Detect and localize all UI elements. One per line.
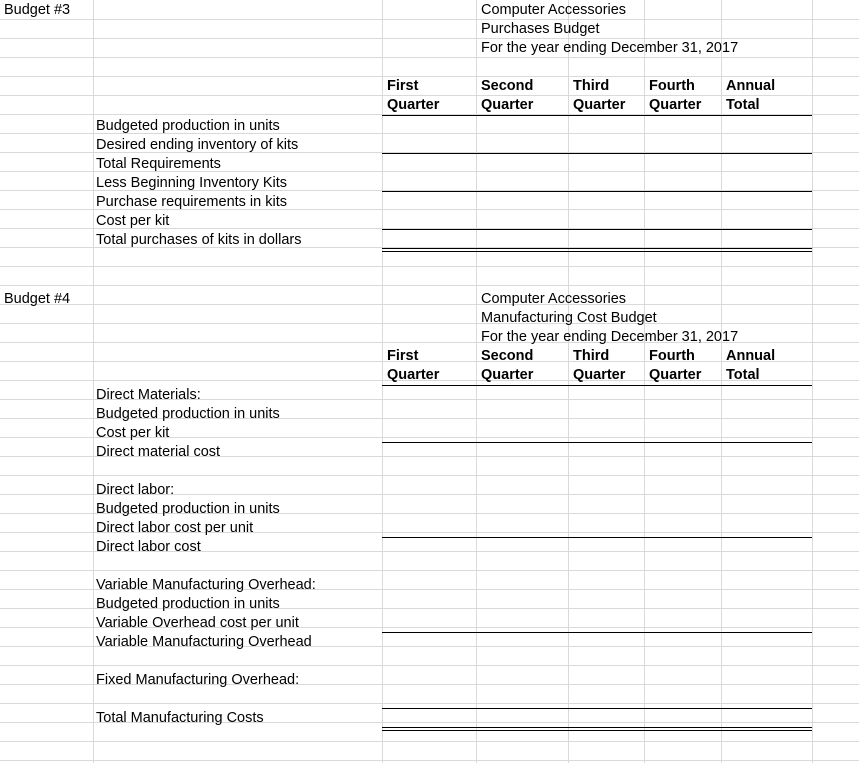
- budget3-header-q3[interactable]: Third: [573, 78, 610, 94]
- budget3-header-q2[interactable]: Quarter: [481, 97, 534, 113]
- budget4-header-q4[interactable]: Quarter: [649, 367, 702, 383]
- budget3-row-label[interactable]: Total Requirements: [96, 156, 221, 172]
- budget4-row-label[interactable]: Direct labor:: [96, 482, 175, 498]
- budget4-row-label[interactable]: Direct material cost: [96, 444, 221, 460]
- budget3-subtotal-line: [382, 191, 812, 192]
- budget3-subtitle[interactable]: Purchases Budget: [481, 21, 600, 37]
- budget4-row-label[interactable]: Direct labor cost: [96, 539, 201, 555]
- budget4-subtotal-line: [382, 632, 812, 633]
- budget4-header-q4[interactable]: Fourth: [649, 348, 695, 364]
- budget4-label[interactable]: Budget #4: [4, 291, 71, 307]
- budget3-subtotal-line: [382, 153, 812, 154]
- budget4-header-annual[interactable]: Total: [726, 367, 760, 383]
- budget3-subtotal-line: [382, 229, 812, 230]
- budget4-header-q2[interactable]: Quarter: [481, 367, 534, 383]
- budget4-row-label[interactable]: Variable Overhead cost per unit: [96, 615, 299, 631]
- budget3-row-label[interactable]: Cost per kit: [96, 213, 170, 229]
- budget4-row-label[interactable]: Budgeted production in units: [96, 406, 280, 422]
- budget3-header-q4[interactable]: Fourth: [649, 78, 695, 94]
- budget3-row-label[interactable]: Budgeted production in units: [96, 118, 280, 134]
- budget4-subtotal-line: [382, 708, 812, 709]
- budget4-header-q2[interactable]: Second: [481, 348, 534, 364]
- budget4-row-label[interactable]: Direct labor cost per unit: [96, 520, 254, 536]
- budget4-subtotal-line: [382, 537, 812, 538]
- budget4-row-label[interactable]: Budgeted production in units: [96, 596, 280, 612]
- budget4-header-q3[interactable]: Third: [573, 348, 610, 364]
- budget4-period[interactable]: For the year ending December 31, 2017: [481, 329, 739, 345]
- budget3-row-label[interactable]: Total purchases of kits in dollars: [96, 232, 302, 248]
- budget3-header-underline: [382, 115, 812, 116]
- budget3-header-q2[interactable]: Second: [481, 78, 534, 94]
- budget3-title[interactable]: Computer Accessories: [481, 2, 627, 18]
- budget3-header-annual[interactable]: Total: [726, 97, 760, 113]
- budget4-row-label[interactable]: Fixed Manufacturing Overhead:: [96, 672, 300, 688]
- budget4-header-q1[interactable]: First: [387, 348, 419, 364]
- budget3-row-label[interactable]: Purchase requirements in kits: [96, 194, 287, 210]
- budget4-header-annual[interactable]: Annual: [726, 348, 776, 364]
- budget4-title[interactable]: Computer Accessories: [481, 291, 627, 307]
- budget4-row-label[interactable]: Direct Materials:: [96, 387, 201, 403]
- budget3-period[interactable]: For the year ending December 31, 2017: [481, 40, 739, 56]
- budget4-header-underline: [382, 385, 812, 386]
- budget4-subtitle[interactable]: Manufacturing Cost Budget: [481, 310, 657, 326]
- budget4-subtotal-line: [382, 442, 812, 443]
- budget4-row-label[interactable]: Total Manufacturing Costs: [96, 710, 264, 726]
- budget4-total-double-line: [382, 727, 812, 731]
- budget3-header-q4[interactable]: Quarter: [649, 97, 702, 113]
- budget3-total-double-line: [382, 248, 812, 252]
- budget4-header-q1[interactable]: Quarter: [387, 367, 440, 383]
- budget3-row-label[interactable]: Less Beginning Inventory Kits: [96, 175, 288, 191]
- budget3-label[interactable]: Budget #3: [4, 2, 71, 18]
- budget3-header-q3[interactable]: Quarter: [573, 97, 626, 113]
- budget3-header-q1[interactable]: First: [387, 78, 419, 94]
- budget3-header-annual[interactable]: Annual: [726, 78, 776, 94]
- budget4-row-label[interactable]: Cost per kit: [96, 425, 170, 441]
- budget4-row-label[interactable]: Variable Manufacturing Overhead:: [96, 577, 316, 593]
- budget4-row-label[interactable]: Budgeted production in units: [96, 501, 280, 517]
- budget4-row-label[interactable]: Variable Manufacturing Overhead: [96, 634, 312, 650]
- budget3-row-label[interactable]: Desired ending inventory of kits: [96, 137, 299, 153]
- budget3-header-q1[interactable]: Quarter: [387, 97, 440, 113]
- budget4-header-q3[interactable]: Quarter: [573, 367, 626, 383]
